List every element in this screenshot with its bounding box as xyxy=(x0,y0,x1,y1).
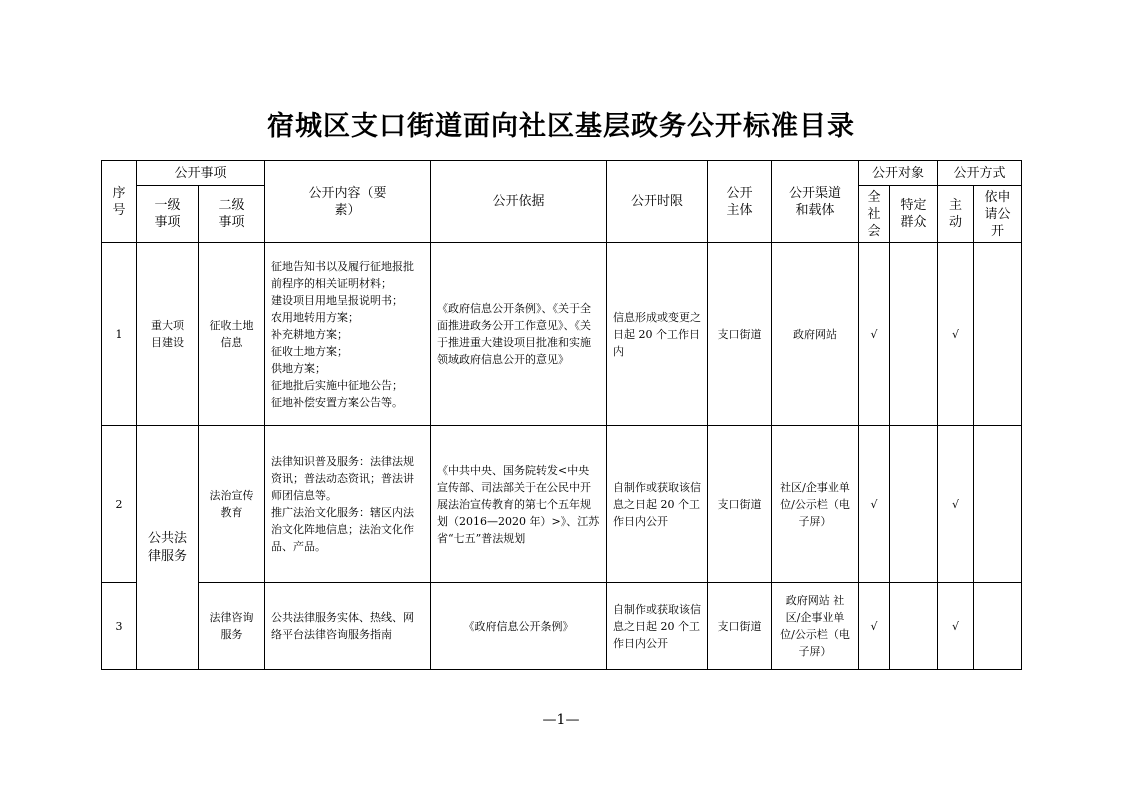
table-row xyxy=(102,243,1022,426)
row-level1: 公共法律服务 xyxy=(137,426,199,670)
header-whole-society: 全社会 xyxy=(859,186,890,243)
row-on-request xyxy=(974,426,1022,583)
table-row xyxy=(102,583,1022,670)
row-time-limit: 信息形成或变更之日起 20 个工作日内 xyxy=(607,243,708,426)
row-seq: 2 xyxy=(102,426,137,583)
row-active: √ xyxy=(938,243,974,426)
header-row xyxy=(102,161,1022,186)
row-active: √ xyxy=(938,426,974,583)
row-subject: 支口街道 xyxy=(708,243,772,426)
row-on-request xyxy=(974,243,1022,426)
table-row xyxy=(102,426,1022,583)
row-level1: 重大项目建设 xyxy=(137,243,199,426)
row-seq: 1 xyxy=(102,243,137,426)
row-basis: 《政府信息公开条例》 xyxy=(431,583,607,670)
row-channel: 政府网站 xyxy=(772,243,859,426)
row-specific-groups xyxy=(890,243,938,426)
header-channel: 公开渠道和载体 xyxy=(772,161,859,243)
catalog-table xyxy=(101,160,1022,670)
row-channel: 社区/企事业单位/公示栏（电子屏） xyxy=(772,426,859,583)
page-title: 宿城区支口街道面向社区基层政务公开标准目录 xyxy=(267,111,855,142)
row-level2: 法律咨询服务 xyxy=(199,583,265,670)
row-active: √ xyxy=(938,583,974,670)
row-subject: 支口街道 xyxy=(708,583,772,670)
row-whole-society: √ xyxy=(859,426,890,583)
header-content-label: 公开内容（要素） xyxy=(308,185,387,218)
row-channel: 政府网站 社区/企事业单位/公示栏（电子屏） xyxy=(772,583,859,670)
row-time-limit: 自制作或获取该信息之日起 20 个工作日内公开 xyxy=(607,583,708,670)
header-active: 主动 xyxy=(938,186,974,243)
row-basis: 《政府信息公开条例》、《关于全面推进政务公开工作意见》、《关于推进重大建设项目批准和实施领域政府信息公开的意见》 xyxy=(431,243,607,426)
row-time-limit: 自制作或获取该信息之日起 20 个工作日内公开 xyxy=(607,426,708,583)
header-level2: 二级事项 xyxy=(199,186,265,243)
header-on-request: 依申请公开 xyxy=(974,186,1022,243)
header-matter-group: 公开事项 xyxy=(137,161,265,186)
header-object-group: 公开对象 xyxy=(859,161,938,186)
header-time-limit: 公开时限 xyxy=(607,161,708,243)
row-content: 法律知识普及服务：法律法规资讯；普法动态资讯；普法讲师团信息等。 推广法治文化服务：辖区内法治文化阵地信息；法治文化作品、产品。 xyxy=(265,426,431,583)
row-whole-society: √ xyxy=(859,583,890,670)
row-subject: 支口街道 xyxy=(708,426,772,583)
row-on-request xyxy=(974,583,1022,670)
header-subject: 公开主体 xyxy=(708,161,772,243)
row-specific-groups xyxy=(890,583,938,670)
page-number: —1— xyxy=(542,712,580,728)
header-level1: 一级事项 xyxy=(137,186,199,243)
header-content xyxy=(265,161,431,243)
header-seq: 序号 xyxy=(102,161,137,243)
row-content: 公共法律服务实体、热线、网络平台法律咨询服务指南 xyxy=(265,583,431,670)
row-basis: 《中共中央、国务院转发<中央宣传部、司法部关于在公民中开展法治宣传教育的第七个五年规划（2016—2020 年）>》、江苏省“七五”普法规划 xyxy=(431,426,607,583)
row-level2: 法治宣传教育 xyxy=(199,426,265,583)
row-specific-groups xyxy=(890,426,938,583)
header-method-group: 公开方式 xyxy=(938,161,1022,186)
row-whole-society: √ xyxy=(859,243,890,426)
row-seq: 3 xyxy=(102,583,137,670)
row-level2: 征收土地信息 xyxy=(199,243,265,426)
header-specific-groups: 特定群众 xyxy=(890,186,938,243)
header-basis: 公开依据 xyxy=(431,161,607,243)
row-content: 征地告知书以及履行征地报批前程序的相关证明材料； 建设项目用地呈报说明书； 农用地转用方案； 补充耕地方案； 征收土地方案； 供地方案； 征地批后实施中征地公告； 征地补偿安置方案公告等。 xyxy=(265,243,431,426)
